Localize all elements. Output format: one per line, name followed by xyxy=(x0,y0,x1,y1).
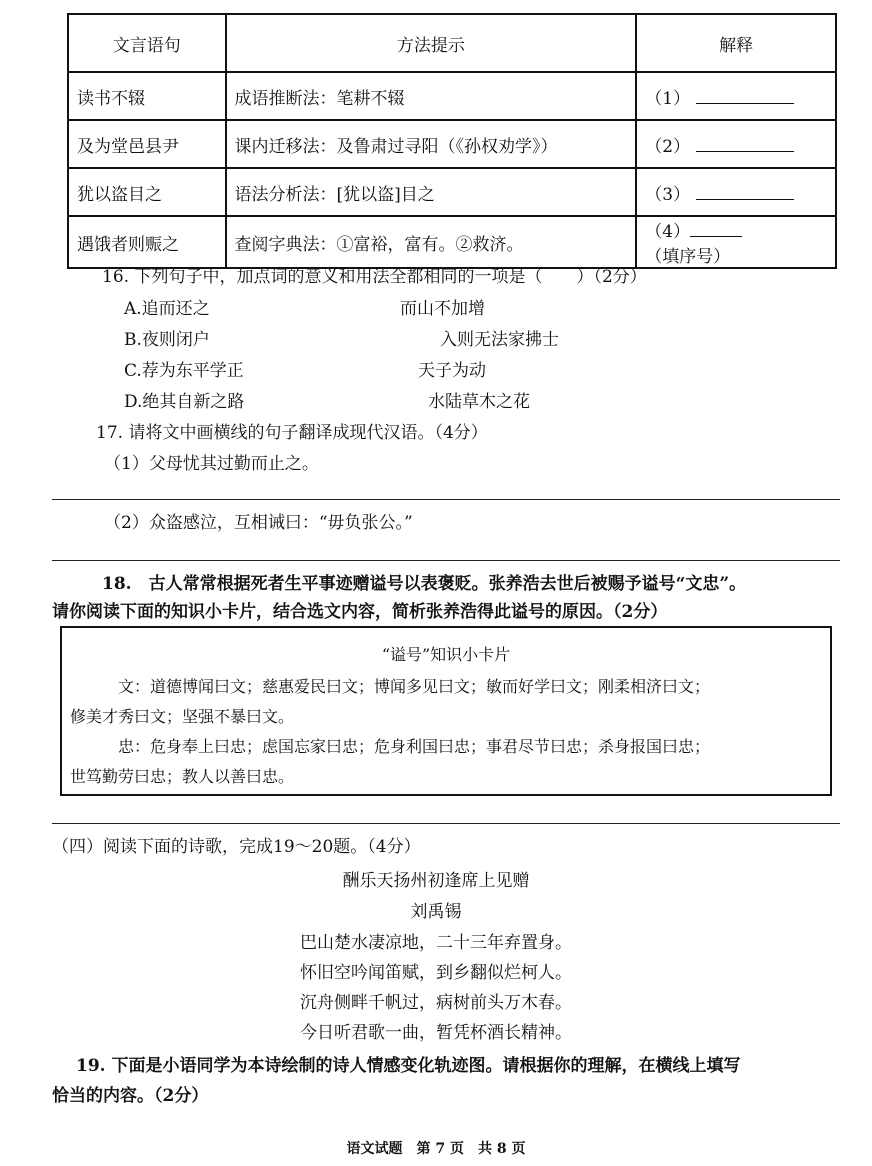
method-cell: 语法分析法：[犹以盗]目之 xyxy=(226,168,637,216)
answer-blank[interactable] xyxy=(696,183,794,200)
answer-line[interactable] xyxy=(52,499,840,500)
card-line: 忠：危身奉上曰忠；虑国忘家曰忠；危身利国曰忠；事君尽节曰忠；杀身报国曰忠； xyxy=(118,737,711,756)
card-line: 世笃勤劳曰忠；教人以善曰忠。 xyxy=(70,767,295,786)
table-row xyxy=(68,216,836,268)
method-cell: 课内迁移法：及鲁肃过寻阳（《孙权劝学》） xyxy=(226,120,637,168)
answer-blank[interactable] xyxy=(690,220,742,237)
q16-option-b-right: 入则无法家拂士 xyxy=(440,330,559,350)
answer-cell xyxy=(636,120,836,168)
poem-author: 刘禹锡 xyxy=(410,902,462,922)
answer-cell xyxy=(636,72,836,120)
poem-line: 怀旧空吟闻笛赋，到乡翻似烂柯人。 xyxy=(300,963,572,983)
header-sentence: 文言语句 xyxy=(68,14,226,72)
sentence-cell: 犹以盗目之 xyxy=(68,168,226,216)
answer-blank[interactable] xyxy=(696,87,794,104)
q16-option-a-left: A.追而还之 xyxy=(124,299,210,319)
method-cell: 查阅字典法：①富裕，富有。②救济。 xyxy=(226,216,637,268)
poem-line: 巴山楚水凄凉地，二十三年弃置身。 xyxy=(300,933,572,953)
answer-suffix: （填序号） xyxy=(645,247,731,267)
answer-line[interactable] xyxy=(52,823,840,824)
header-answer: 解释 xyxy=(636,14,836,72)
knowledge-card xyxy=(60,626,832,796)
card-line: 修美才秀曰文；坚强不暴曰文。 xyxy=(70,707,295,726)
answer-blank[interactable] xyxy=(696,135,794,152)
header-method: 方法提示 xyxy=(226,14,637,72)
q17-sentence-1: （1）父母忧其过勤而止之。 xyxy=(104,454,319,474)
q16-option-a-right: 而山不加增 xyxy=(400,299,485,319)
q19-line-2: 恰当的内容。（2分） xyxy=(52,1086,209,1106)
poem-line: 今日听君歌一曲，暂凭杯酒长精神。 xyxy=(300,1023,572,1043)
sentence-cell: 读书不辍 xyxy=(68,72,226,120)
q18-line-1: 18. 古人常常根据死者生平事迹赠谥号以表褒贬。张养浩去世后被赐予谥号“文忠”。 xyxy=(102,574,747,594)
page-footer: 语文试题 第 7 页 共 8 页 xyxy=(346,1141,526,1157)
answer-line[interactable] xyxy=(52,560,840,561)
sentence-cell: 及为堂邑县尹 xyxy=(68,120,226,168)
method-cell: 成语推断法：笔耕不辍 xyxy=(226,72,637,120)
q18-line-2: 请你阅读下面的知识小卡片，结合选文内容，简析张养浩得此谥号的原因。（2分） xyxy=(52,602,668,622)
q16-stem: 16. 下列句子中，加点词的意义和用法全都相同的一项是（ ）（2分） xyxy=(102,267,647,287)
q16-option-c-right: 天子为动 xyxy=(418,361,486,381)
poem-line: 沉舟侧畔千帆过，病树前头万木春。 xyxy=(300,993,572,1013)
q16-option-d-right: 水陆草木之花 xyxy=(428,392,530,412)
answer-number: （3） xyxy=(645,184,691,205)
q16-option-c-left: C.荐为东平学正 xyxy=(124,361,244,381)
table-row xyxy=(68,168,836,216)
q16-option-d-left: D.绝其自新之路 xyxy=(124,392,245,412)
q17-stem: 17. 请将文中画横线的句子翻译成现代汉语。（4分） xyxy=(96,423,488,443)
table-row xyxy=(68,120,836,168)
table-header-row xyxy=(68,14,836,72)
table-row xyxy=(68,72,836,120)
answer-cell xyxy=(636,216,836,268)
q16-option-b-left: B.夜则闭户 xyxy=(124,330,210,350)
vocab-table xyxy=(67,13,837,269)
answer-number: （2） xyxy=(645,136,691,157)
sentence-cell: 遇饿者则赈之 xyxy=(68,216,226,268)
card-title: “谥号”知识小卡片 xyxy=(381,645,511,664)
poem-title: 酬乐天扬州初逢席上见赠 xyxy=(342,871,530,891)
card-line: 文：道德博闻曰文；慈惠爱民曰文；博闻多见曰文；敏而好学曰文；刚柔相济曰文； xyxy=(118,677,711,696)
q17-sentence-2: （2）众盗感泣，互相诫曰：“毋负张公。” xyxy=(104,513,413,533)
section-heading: （四）阅读下面的诗歌，完成19～20题。（4分） xyxy=(52,837,421,857)
q19-line-1: 19. 下面是小语同学为本诗绘制的诗人情感变化轨迹图。请根据你的理解，在横线上填写 xyxy=(76,1056,741,1076)
answer-number: （4） xyxy=(645,222,691,242)
answer-number: （1） xyxy=(645,88,691,109)
answer-cell xyxy=(636,168,836,216)
